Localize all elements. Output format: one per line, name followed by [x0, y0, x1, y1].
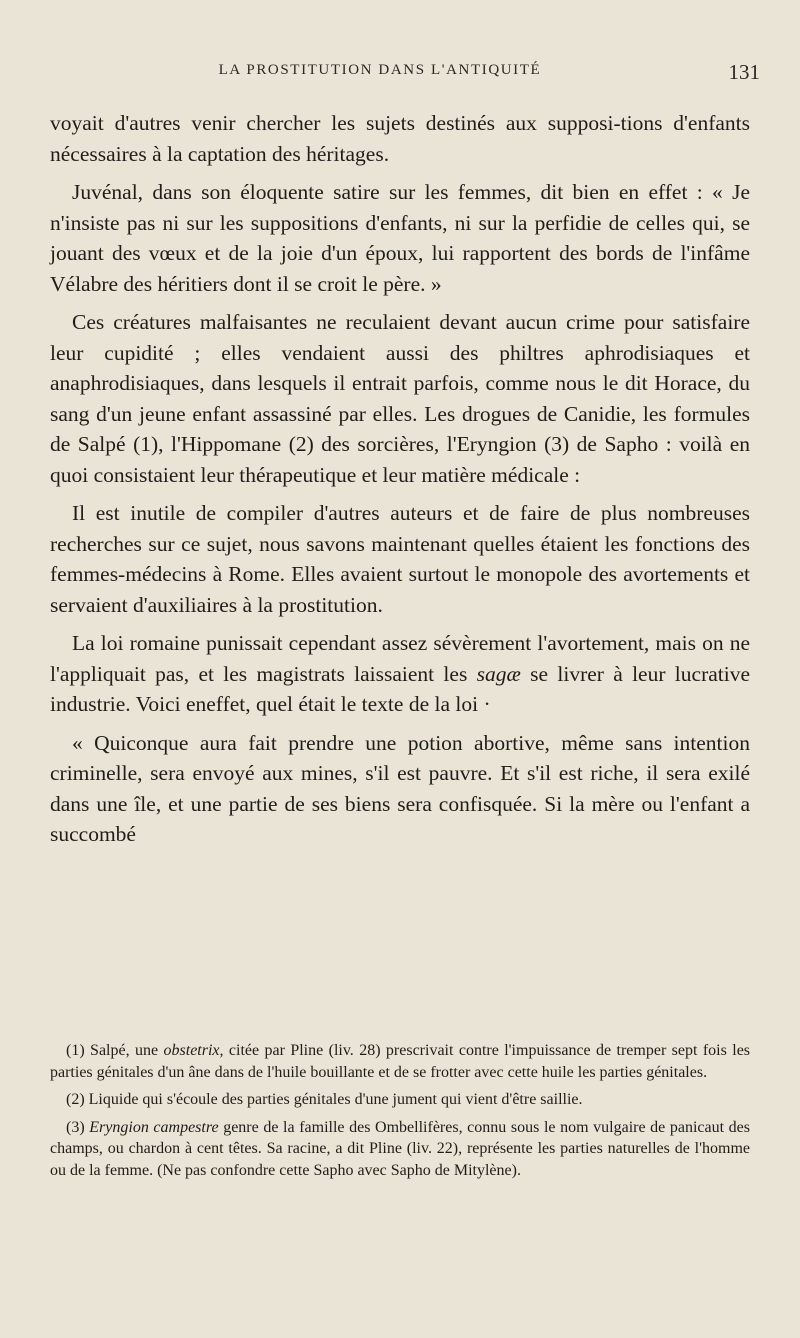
paragraph-3: Ces créatures malfaisantes ne reculaient devant aucun crime pour satisfaire leur cupidité ; elles vendaient aussi des philtres aphrodisiaques et anaphrodisiaques, dans lesquels il entrait parfois, comme nous le dit Horace, du sang d'un jeune enfant assassiné par elles. Les drogues de Canidie, les formules de Salpé (1), l'Hippomane (2) des sorcières, l'Eryngion (3) de Sapho : voilà en quoi consistaient leur thérapeutique et leur matière médicale :	[50, 310, 750, 487]
footnote-1-end: citée par Pline (liv. 28) prescrivait contre l'impuissance de tremper sept fois les parties génitales d'un âne dans de l'huile bouillante et de se frotter avec cette huile les parties génitales.	[50, 1042, 751, 1081]
paragraph-4: Il est inutile de compiler d'autres auteurs et de faire de plus nombreuses recherches sur ce sujet, nous savons maintenant quelles étaient les fonctions des femmes-médecins à Rome. Elles avaient surtout le monopole des avortements et servaient d'auxiliaires à la prostitution.	[50, 501, 750, 617]
paragraph-5	[50, 628, 750, 720]
footnote-3-start: (3)	[66, 1118, 85, 1136]
body-text	[50, 108, 750, 850]
footnote-1-italic: obstetrix,	[163, 1042, 224, 1059]
paragraph-1: voyait d'autres venir chercher les sujets destinés aux supposi-tions d'enfants nécessaires à la captation des héritages.	[50, 111, 750, 166]
paragraph-2: Juvénal, dans son éloquente satire sur les femmes, dit bien en effet : « Je n'insiste pas ni sur les suppositions d'enfants, ni sur la perfidie de celles qui, se jouant des vœux et de la joie d'un époux, lui rapportent des bords de l'infâme Vélabre des héritiers dont il se croit le père. »	[50, 180, 750, 296]
footnotes	[50, 1040, 750, 1187]
footnote-3	[50, 1117, 750, 1182]
paragraph-5-italic: sagæ	[476, 661, 521, 686]
paragraph-6: « Quiconque aura fait prendre une potion abortive, même sans intention criminelle, sera envoyé aux mines, s'il est pauvre. Et s'il est riche, il sera exilé dans une île, et une partie de ses biens sera confisquée. Si la mère ou l'enfant a succombé	[50, 730, 750, 846]
footnote-3-end: genre de la famille des Ombellifères, connu sous le nom vulgaire de panicaut des champs, ou chardon à cent têtes. Sa racine, a dit Pline (liv. 22), représente les parties naturelles de l'homme ou de la femme. (Ne pas confondre cette Sapho avec Sapho de Mitylène).	[50, 1118, 751, 1179]
footnote-2: (2) Liquide qui s'écoule des parties génitales d'une jument qui vient d'être saillie.	[66, 1091, 583, 1108]
footnote-1-start: (1) Salpé, une	[66, 1042, 159, 1059]
paragraph-5-start: La loi romaine punissait cependant assez sévèrement l'avortement, mais on ne l'appliquait pas, et les magistrats laissaient les	[50, 631, 750, 686]
page-number: 131	[728, 60, 760, 84]
footnote-3-italic: Eryngion campestre	[89, 1118, 219, 1136]
running-title: LA PROSTITUTION DANS L'ANTIQUITÉ	[218, 62, 542, 78]
footnote-1	[50, 1040, 750, 1083]
paragraph-5-end: se livrer à leur lucrative industrie. Voici eneffet, quel était le texte de la loi ·	[50, 661, 751, 716]
